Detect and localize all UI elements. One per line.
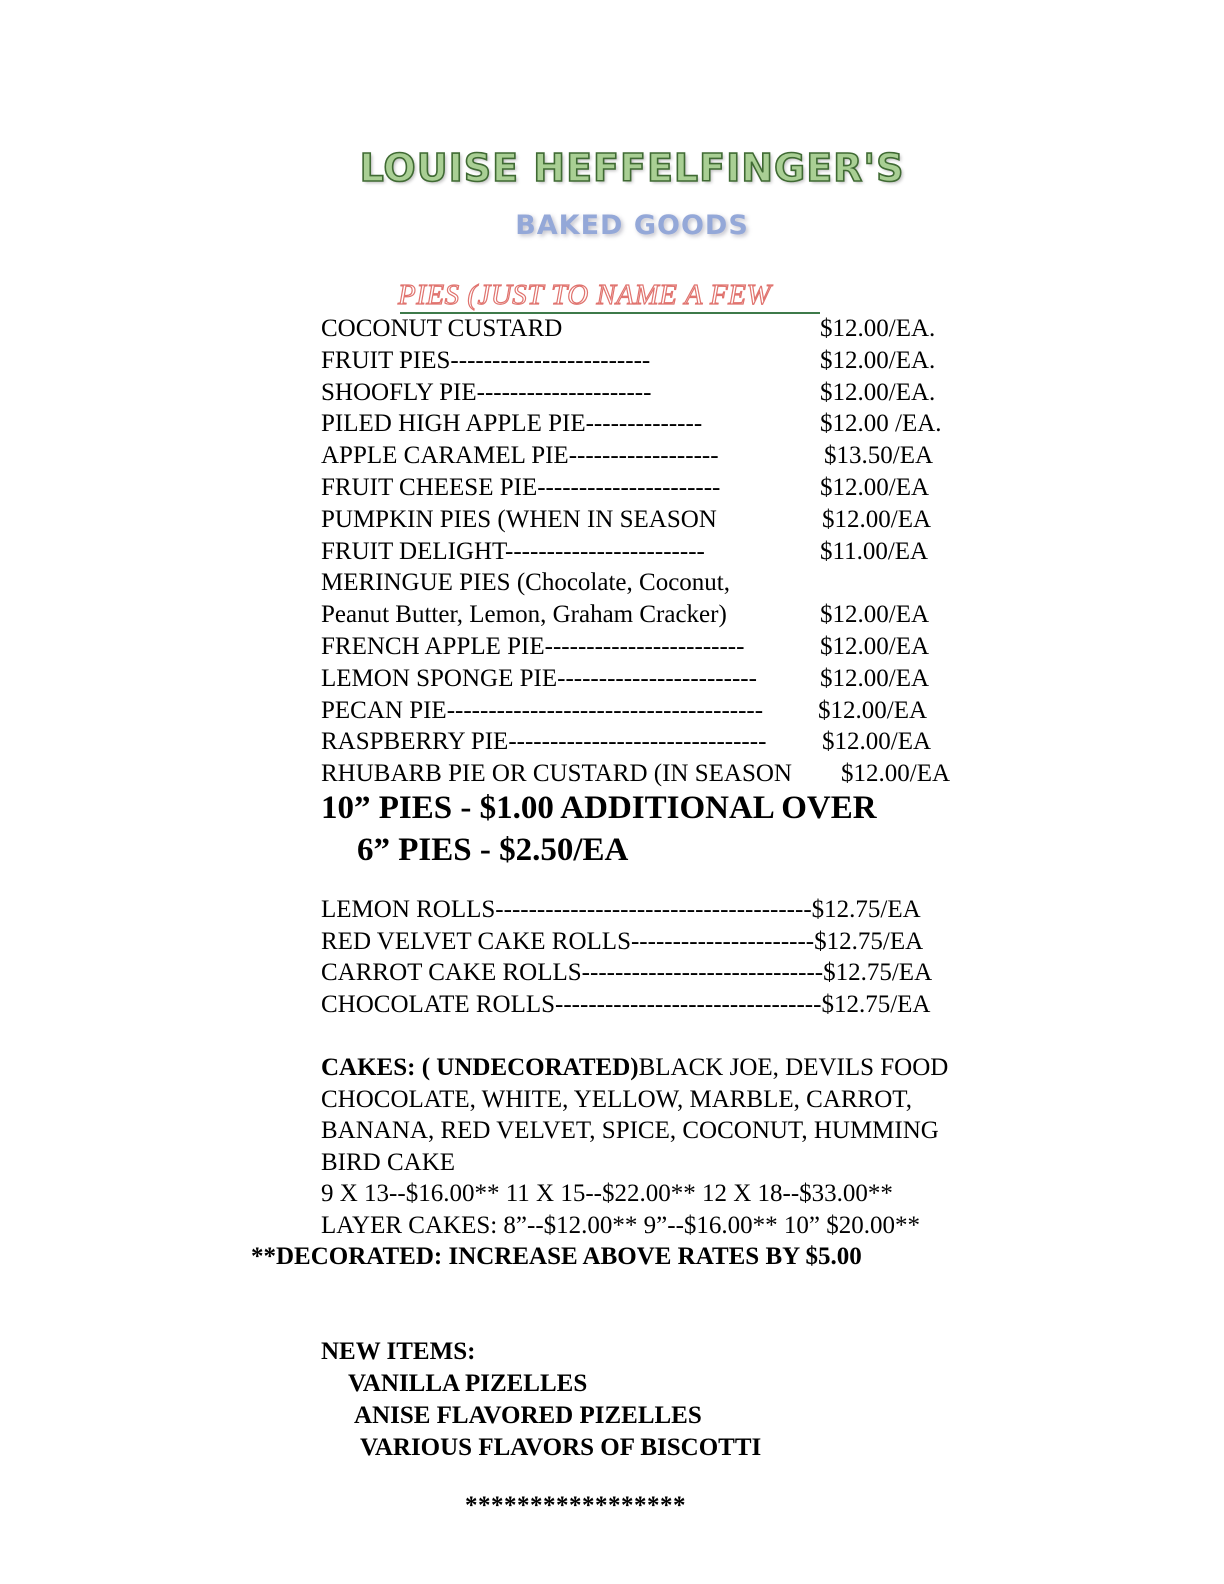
roll-item: RED VELVET CAKE ROLLS----------------------$12.75/EA [321, 927, 924, 955]
pie-name: FRUIT CHEESE PIE---------------------- [321, 473, 721, 501]
pie-item [321, 504, 1041, 536]
pie-name: FRENCH APPLE PIE------------------------ [321, 632, 745, 660]
pie-price: $13.50/EA [824, 442, 934, 470]
pie-item [321, 472, 1041, 504]
pie-price: $12.00/EA [822, 728, 932, 756]
pie-item [321, 726, 1041, 758]
pie-name: PECAN PIE-------------------------------------- [321, 696, 764, 724]
layer-cake-sizes: LAYER CAKES: 8”--$12.00** 9”--$16.00** 10” $20.00** [321, 1211, 921, 1239]
pie-name: RASPBERRY PIE------------------------------- [321, 728, 767, 756]
roll-item: CHOCOLATE ROLLS--------------------------------$12.75/EA [321, 990, 931, 1018]
pie-item [321, 663, 1041, 695]
pie-item [321, 567, 1041, 599]
pie-item [321, 758, 1041, 790]
decorated-note: **DECORATED: INCREASE ABOVE RATES BY $5.00 [251, 1243, 862, 1270]
new-items-section [321, 1336, 761, 1464]
shop-title: LOUISE HEFFELFINGER'S [359, 146, 905, 190]
new-item: ANISE FLAVORED PIZELLES [354, 1402, 702, 1429]
pie-price: $12.00/EA. [820, 346, 936, 374]
roll-item: CARROT CAKE ROLLS-----------------------------$12.75/EA [321, 959, 933, 986]
pie-price: $12.00/EA [820, 473, 930, 501]
pie-item [321, 695, 1041, 727]
cakes-label: CAKES: ( UNDECORATED) [321, 1054, 639, 1081]
pie-name: APPLE CARAMEL PIE------------------ [321, 442, 719, 470]
pie-name: COCONUT CUSTARD [321, 315, 563, 342]
cakes-line: BANANA, RED VELVET, SPICE, COCONUT, HUMMING [321, 1117, 939, 1145]
cakes-line: BIRD CAKE [321, 1148, 456, 1176]
pie-name: LEMON SPONGE PIE------------------------ [321, 664, 757, 692]
pie-item [321, 345, 1041, 377]
rolls-price-list [321, 894, 932, 1020]
pie-item [321, 377, 1041, 409]
pie-price-list [321, 313, 1041, 790]
sheet-cake-sizes: 9 X 13--$16.00** 11 X 15--$22.00** 12 X 18--$33.00** [321, 1180, 893, 1208]
pie-item [321, 313, 1041, 345]
roll-item: LEMON ROLLS--------------------------------------$12.75/EA [321, 896, 921, 923]
cakes-flavors: BLACK JOE, DEVILS FOOD [638, 1054, 949, 1081]
pie-name: MERINGUE PIES (Chocolate, Coconut, [321, 569, 730, 597]
pie-name: FRUIT PIES------------------------ [321, 346, 651, 374]
pie-name: PILED HIGH APPLE PIE-------------- [321, 410, 703, 438]
pie-name: PUMPKIN PIES (WHEN IN SEASON [321, 505, 717, 533]
new-item: VANILLA PIZELLES [348, 1370, 588, 1397]
pie-price: $12.00/EA [841, 760, 951, 788]
cakes-line [321, 1052, 1081, 1084]
pie-name: FRUIT DELIGHT------------------------ [321, 537, 705, 565]
pie-item [321, 408, 1041, 440]
pie-price: $12.00 /EA. [820, 410, 942, 438]
new-items-heading: NEW ITEMS: [321, 1338, 476, 1365]
shop-subtitle: BAKED GOODS [515, 210, 749, 241]
pie-item [321, 631, 1041, 663]
cakes-line: CHOCOLATE, WHITE, YELLOW, MARBLE, CARROT, [321, 1085, 912, 1113]
pie-name: SHOOFLY PIE--------------------- [321, 378, 652, 406]
cakes-section [321, 1052, 1081, 1242]
pie-price: $12.00/EA [818, 696, 928, 724]
pie-item [321, 536, 1041, 568]
six-inch-pies-note: 6” PIES - $2.50/EA [357, 832, 629, 868]
footer-stars: ***************** [465, 1492, 686, 1519]
pie-price: $12.00/EA [820, 632, 930, 660]
pie-price: $12.00/EA. [820, 315, 936, 342]
pie-name: RHUBARB PIE OR CUSTARD (IN SEASON [321, 760, 792, 788]
pie-name: Peanut Butter, Lemon, Graham Cracker) [321, 601, 727, 629]
ten-inch-pies-note: 10” PIES - $1.00 ADDITIONAL OVER [321, 790, 877, 826]
pies-heading: PIES (JUST TO NAME A FEW [398, 279, 772, 311]
new-item: VARIOUS FLAVORS OF BISCOTTI [360, 1434, 762, 1461]
pie-price: $12.00/EA [822, 505, 932, 533]
pie-price: $12.00/EA. [820, 378, 936, 406]
pie-price: $12.00/EA [820, 601, 930, 629]
pie-price: $12.00/EA [820, 664, 930, 692]
pie-item [321, 440, 1041, 472]
pie-item [321, 599, 1041, 631]
pie-price: $11.00/EA [820, 537, 929, 565]
